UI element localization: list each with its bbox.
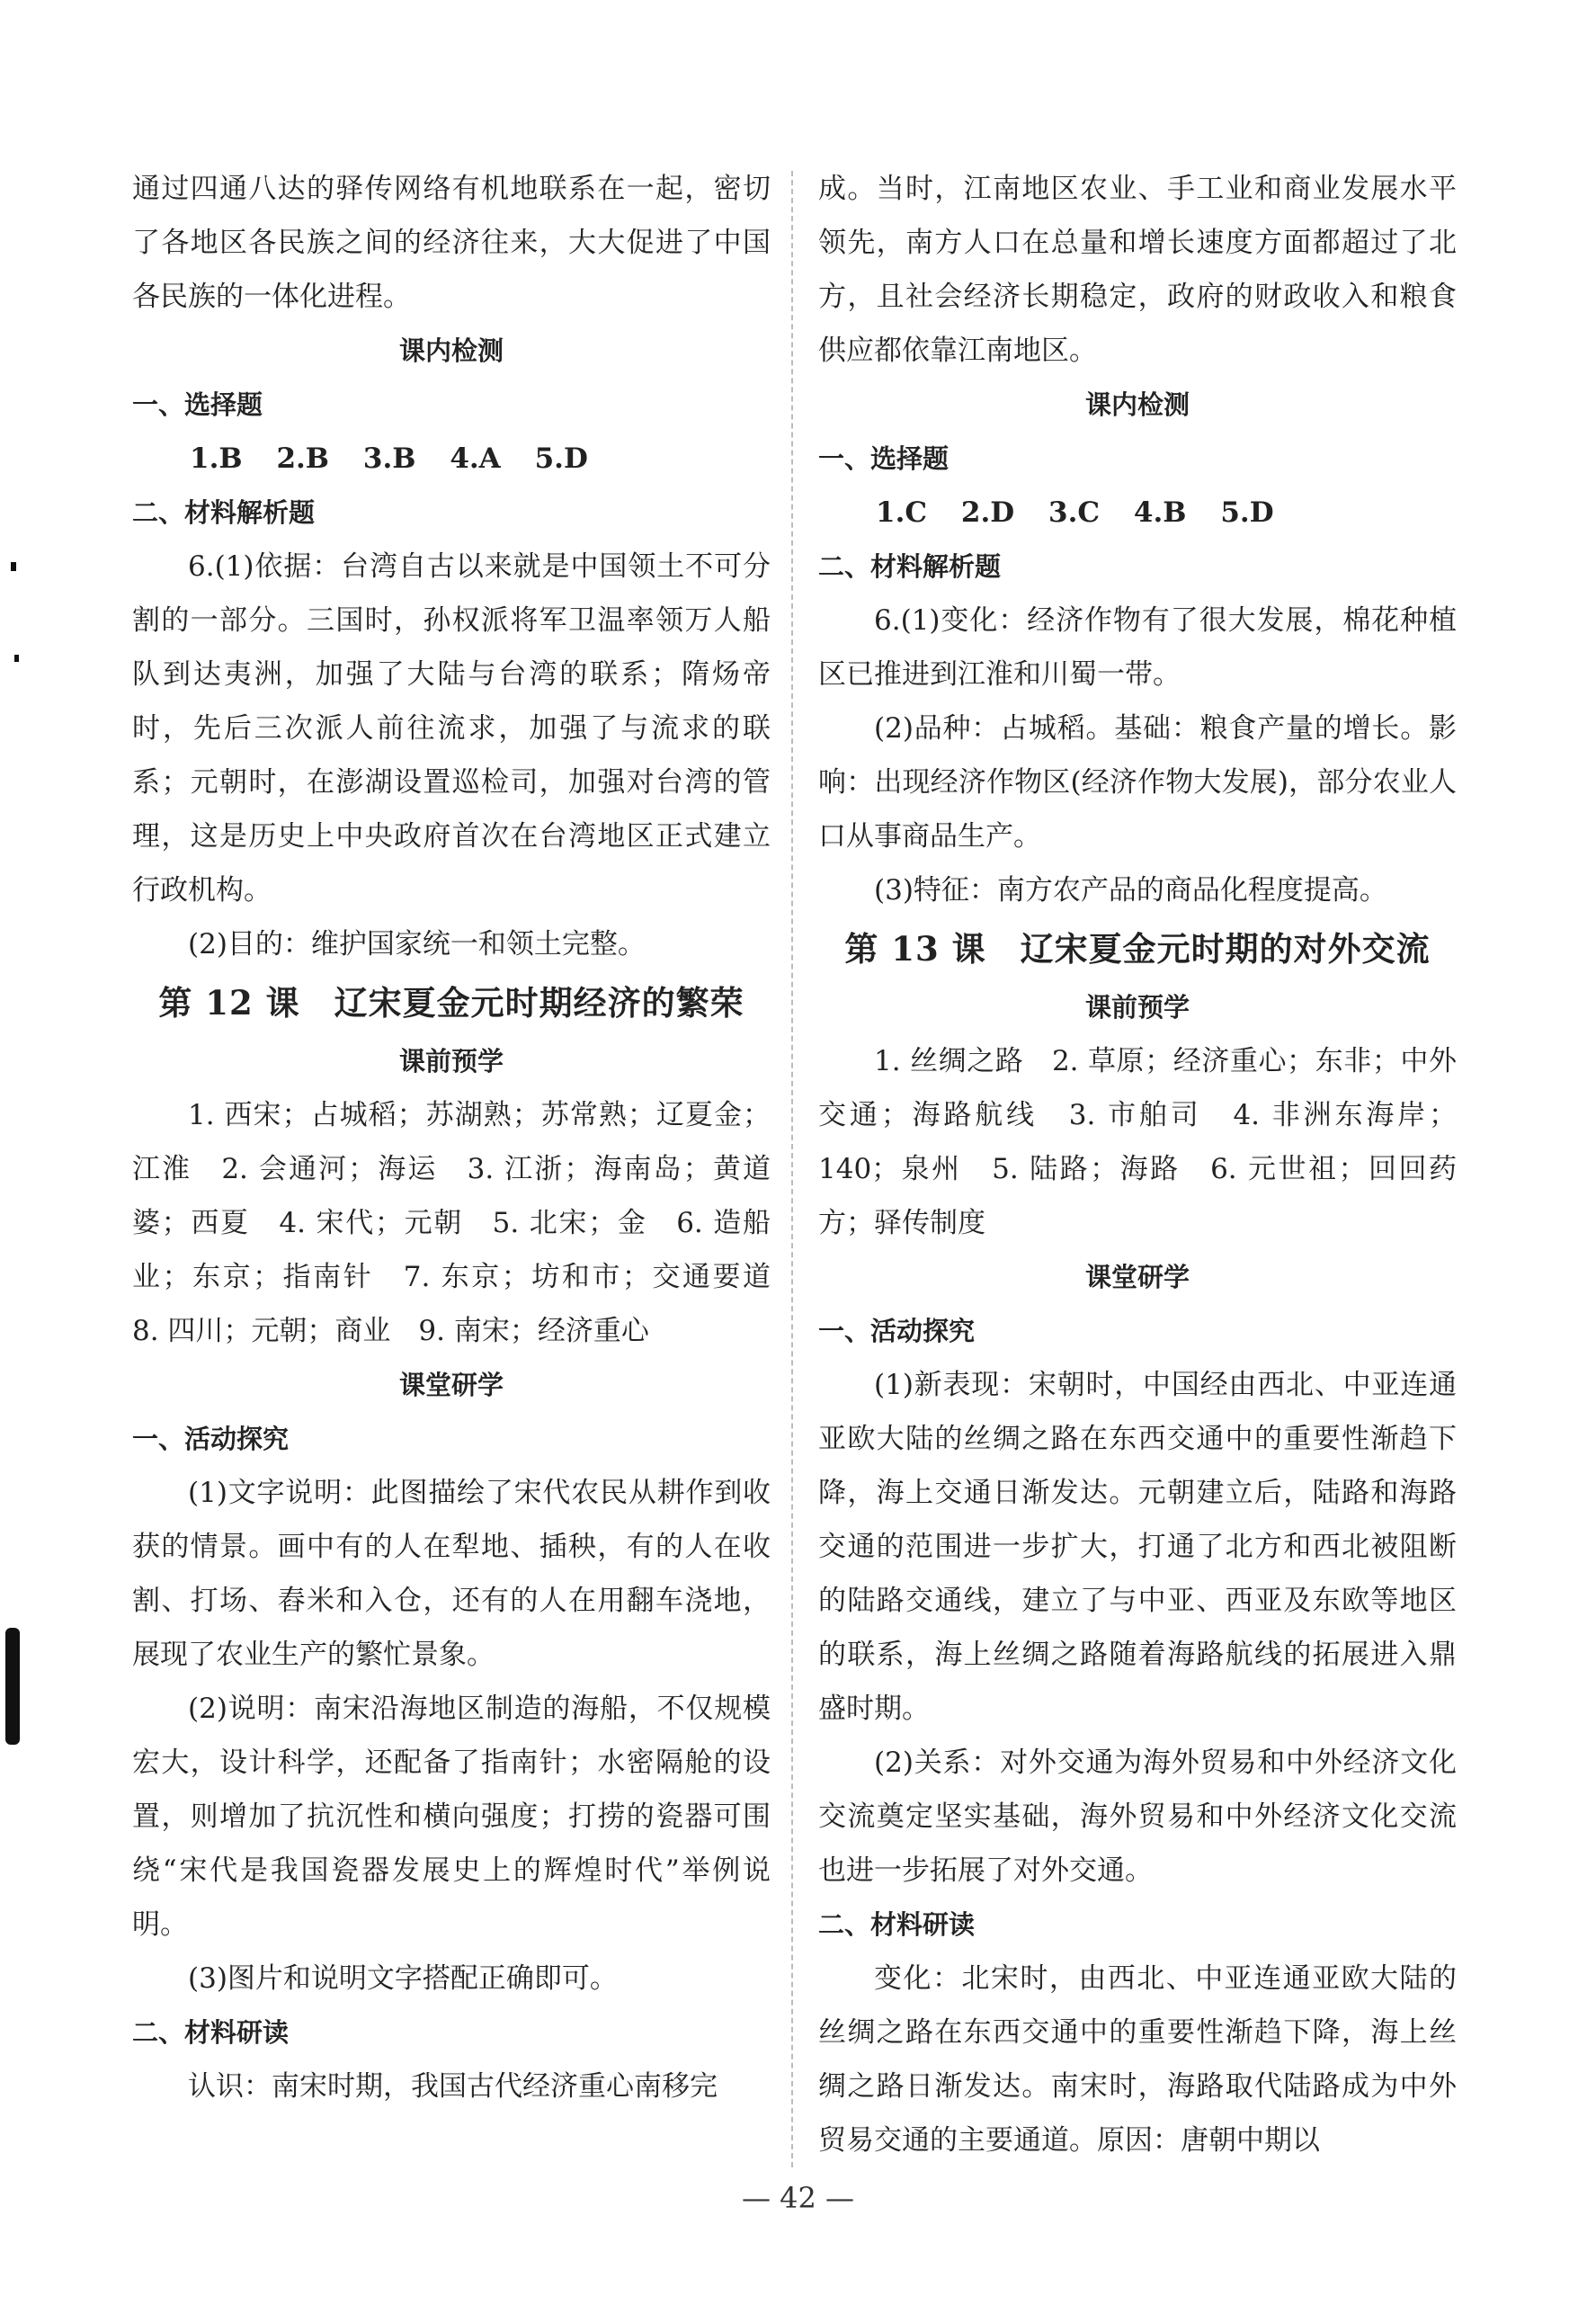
left-in-class-test-title: 课内检测: [398, 335, 504, 366]
right-preview-title: 课前预学: [1084, 992, 1190, 1023]
answer-item: 5.D: [534, 442, 588, 475]
right-column: [818, 162, 1457, 2167]
answer-item: 4.A: [450, 442, 501, 475]
right-activity-2: (2)关系：对外交通为海外贸易和中外经济文化交流奠定坚实基础，海外贸易和中外经济文化交流也进一步拓展了对外交通。: [818, 1747, 1457, 1887]
right-q6-part2: (2)品种：占城稻。基础：粮食产量的增长。影响：出现经济作物区(经济作物大发展)，部分农业人口从事商品生产。: [818, 712, 1457, 853]
left-choice-heading: 一、选择题: [132, 389, 263, 420]
right-intro: 成。当时，江南地区农业、手工业和商业发展水平领先，南方人口在总量和增长速度方面都超过了北方，且社会经济长期稳定，政府的财政收入和粮食供应都依靠江南地区。: [818, 173, 1457, 367]
column-divider: [791, 171, 793, 2167]
left-activity-3: (3)图片和说明文字搭配正确即可。: [188, 1962, 618, 1995]
left-column: [132, 162, 798, 2113]
left-material-heading: 二、材料解析题: [132, 497, 316, 528]
left-preview-answers: 1. 西宋；占城稻；苏湖熟；苏常熟；辽夏金；江淮 2. 会通河；海运 3. 江浙；海南岛；黄道婆；西夏 4. 宋代；元朝 5. 北宋；金 6. 造船业；东京；指南针 7. 东京；坊和市；交通要道 8. 四川；元朝；商业 9. 南宋；经济重心: [132, 1099, 798, 1347]
right-choice-heading: 一、选择题: [818, 443, 950, 474]
left-choice-answers: [132, 432, 771, 486]
answer-item: 1.C: [876, 496, 928, 529]
left-study-title: 课堂研学: [398, 1370, 504, 1400]
right-activity-1: (1)新表现：宋朝时，中国经由西北、中亚连通亚欧大陆的丝绸之路在东西交通中的重要性渐趋下降，海上交通日渐发达。元朝建立后，陆路和海路交通的范围进一步扩大，打通了北方和西北被阻断的陆路交通线，建立了与中亚、西亚及东欧等地区的联系，海上丝绸之路随着海路航线的拓展进入鼎盛时期。: [818, 1369, 1457, 1725]
scan-mark-top: [11, 562, 16, 571]
answer-item: 5.D: [1220, 496, 1274, 529]
left-preview-title: 课前预学: [398, 1046, 504, 1077]
scan-mark-bottom: [5, 1628, 20, 1745]
left-q6-part1: 6.(1)依据：台湾自古以来就是中国领土不可分割的一部分。三国时，孙权派将军卫温率领万人船队到达夷洲，加强了大陆与台湾的联系；隋炀帝时，先后三次派人前往流求，加强了与流求的联系；元朝时，在澎湖设置巡检司，加强对台湾的管理，这是历史上中央政府首次在台湾地区正式建立行政机构。: [132, 550, 771, 907]
right-preview-answers: 1. 丝绸之路 2. 草原；经济重心；东非；中外交通；海路航线 3. 市舶司 4. 非洲东海岸；140；泉州 5. 陆路；海路 6. 元世祖；回回药方；驿传制度: [818, 1045, 1457, 1239]
right-material-reading-heading: 二、材料研读: [818, 1909, 976, 1940]
left-q6-part2: (2)目的：维护国家统一和领土完整。: [188, 928, 646, 960]
answer-item: 3.C: [1048, 496, 1101, 529]
lesson-12-title: 第 12 课 辽宋夏金元时期经济的繁荣: [158, 983, 745, 1023]
answer-item: 2.D: [960, 496, 1015, 529]
right-in-class-test-title: 课内检测: [1084, 389, 1190, 420]
right-activity-heading: 一、活动探究: [818, 1316, 976, 1346]
right-q6-part1: 6.(1)变化：经济作物有了很大发展，棉花种植区已推进到江淮和川蜀一带。: [818, 604, 1457, 691]
left-material-reading-heading: 二、材料研读: [132, 2017, 290, 2048]
right-material-heading: 二、材料解析题: [818, 551, 1002, 582]
right-q6-part3: (3)特征：南方农产品的商品化程度提高。: [874, 874, 1387, 907]
left-activity-1: (1)文字说明：此图描绘了宋代农民从耕作到收获的情景。画中有的人在犁地、插秧，有的人在收割、打场、舂米和入仓，还有的人在用翻车浇地，展现了农业生产的繁忙景象。: [132, 1477, 771, 1671]
left-material-reading: 认识：南宋时期，我国古代经济重心南移完: [188, 2070, 718, 2103]
answer-item: 2.B: [276, 442, 330, 475]
left-intro: 通过四通八达的驿传网络有机地联系在一起，密切了各地区各民族之间的经济往来，大大促进了中国各民族的一体化进程。: [132, 173, 771, 313]
left-activity-2: (2)说明：南宋沿海地区制造的海船，不仅规模宏大，设计科学，还配备了指南针；水密隔舱的设置，则增加了抗沉性和横向强度；打捞的瓷器可围绕“宋代是我国瓷器发展史上的辉煌时代”举例说明。: [132, 1693, 771, 1941]
scan-mark-mid: [14, 655, 19, 662]
page-number: — 42 —: [741, 2181, 855, 2215]
left-activity-heading: 一、活动探究: [132, 1424, 290, 1454]
answer-item: 3.B: [362, 442, 416, 475]
right-study-title: 课堂研学: [1084, 1262, 1190, 1292]
lesson-13-title: 第 13 课 辽宋夏金元时期的对外交流: [844, 929, 1431, 969]
right-choice-answers: [818, 486, 1457, 540]
right-material-reading: 变化：北宋时，由西北、中亚连通亚欧大陆的丝绸之路在东西交通中的重要性渐趋下降，海上丝绸之路日渐发达。南宋时，海路取代陆路成为中外贸易交通的主要通道。原因：唐朝中期以: [818, 1962, 1457, 2157]
answer-item: 1.B: [190, 442, 243, 475]
answer-item: 4.B: [1133, 496, 1187, 529]
